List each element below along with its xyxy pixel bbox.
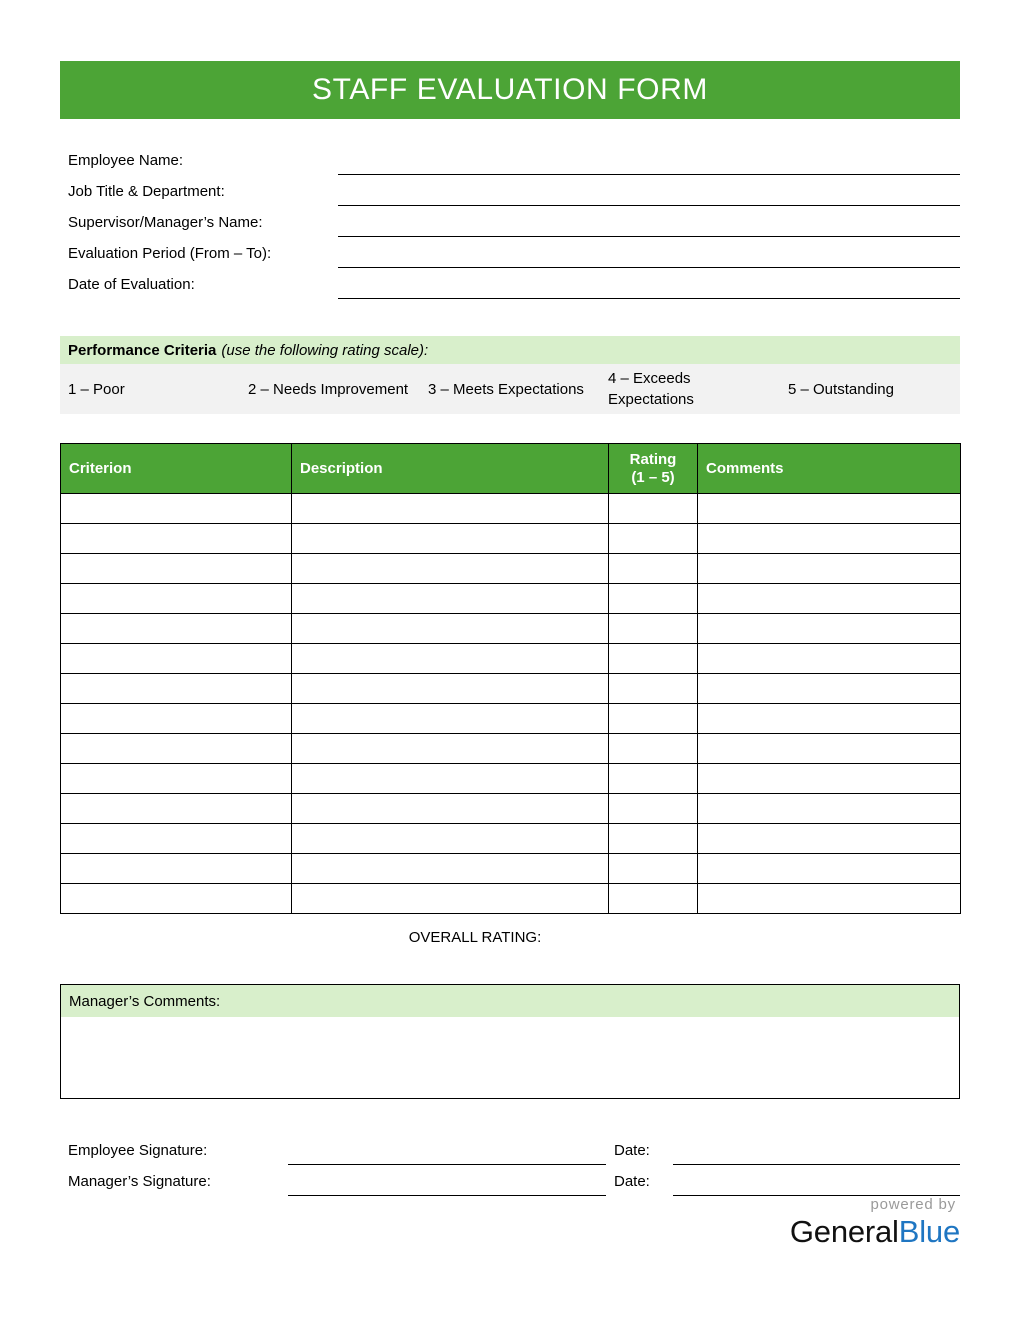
cell-description[interactable] (292, 614, 609, 644)
manager-signature-input[interactable] (288, 1171, 606, 1193)
cell-comments[interactable] (698, 524, 961, 554)
job-title-department-label: Job Title & Department: (68, 183, 225, 200)
cell-comments[interactable] (698, 614, 961, 644)
form-title-banner (60, 61, 960, 119)
signature-block (60, 1140, 960, 1202)
overall-rating-label: OVERALL RATING: (408, 929, 542, 946)
table-row (61, 584, 961, 614)
employee-signature-date-label: Date: (614, 1142, 650, 1159)
cell-comments[interactable] (698, 554, 961, 584)
column-header-description: Description (292, 444, 609, 494)
cell-comments[interactable] (698, 854, 961, 884)
column-header-criterion: Criterion (61, 444, 292, 494)
cell-description[interactable] (292, 824, 609, 854)
table-row (61, 674, 961, 704)
cell-rating[interactable] (609, 554, 698, 584)
rating-scale-item-4: 4 – Exceeds Expectations (608, 370, 694, 408)
manager-comments-box (60, 984, 960, 1099)
cell-description[interactable] (292, 854, 609, 884)
manager-comments-label: Manager’s Comments: (61, 985, 959, 1017)
cell-description[interactable] (292, 494, 609, 524)
cell-comments[interactable] (698, 794, 961, 824)
table-row (61, 614, 961, 644)
cell-rating[interactable] (609, 884, 698, 914)
cell-description[interactable] (292, 554, 609, 584)
rating-scale-item-5: 5 – Outstanding (788, 380, 894, 398)
cell-description[interactable] (292, 524, 609, 554)
performance-criteria-band (60, 336, 960, 364)
info-row-date-of-evaluation (60, 274, 960, 305)
cell-comments[interactable] (698, 734, 961, 764)
employee-name-input[interactable] (338, 150, 960, 172)
criteria-table-header-row (61, 444, 961, 494)
cell-criterion[interactable] (61, 524, 292, 554)
cell-description[interactable] (292, 734, 609, 764)
cell-criterion[interactable] (61, 674, 292, 704)
table-row (61, 854, 961, 884)
cell-criterion[interactable] (61, 824, 292, 854)
cell-comments[interactable] (698, 674, 961, 704)
manager-signature-label: Manager’s Signature: (68, 1173, 211, 1190)
job-title-department-input[interactable] (338, 181, 960, 203)
cell-rating[interactable] (609, 584, 698, 614)
table-row (61, 494, 961, 524)
evaluation-period-input[interactable] (338, 243, 960, 265)
signature-row-employee (60, 1140, 960, 1171)
cell-criterion[interactable] (61, 704, 292, 734)
column-header-rating-line1: Rating (629, 450, 677, 468)
info-row-employee-name (60, 150, 960, 181)
cell-description[interactable] (292, 584, 609, 614)
rating-scale-item-2: 2 – Needs Improvement (248, 380, 409, 398)
cell-description[interactable] (292, 674, 609, 704)
cell-criterion[interactable] (61, 554, 292, 584)
rating-scale-item-3: 3 – Meets Expectations (428, 380, 584, 398)
employee-signature-input[interactable] (288, 1140, 606, 1162)
cell-criterion[interactable] (61, 794, 292, 824)
brand-blue-text: Blue (898, 1214, 960, 1249)
cell-criterion[interactable] (61, 494, 292, 524)
info-row-supervisor-name (60, 212, 960, 243)
table-row (61, 704, 961, 734)
cell-description[interactable] (292, 884, 609, 914)
cell-comments[interactable] (698, 584, 961, 614)
manager-signature-date-label: Date: (614, 1173, 650, 1190)
rating-scale-item-1: 1 – Poor (68, 380, 125, 398)
table-row (61, 734, 961, 764)
table-row (61, 554, 961, 584)
table-row (61, 644, 961, 674)
performance-criteria-label: Performance Criteria (68, 341, 217, 359)
cell-criterion[interactable] (61, 764, 292, 794)
rating-scale-row (60, 364, 960, 414)
cell-rating[interactable] (609, 524, 698, 554)
manager-signature-date-input[interactable] (673, 1171, 960, 1193)
cell-rating[interactable] (609, 854, 698, 884)
criteria-table-head (61, 444, 961, 494)
supervisor-name-label: Supervisor/Manager’s Name: (68, 214, 263, 231)
cell-comments[interactable] (698, 884, 961, 914)
column-header-rating (609, 444, 698, 494)
generalblue-logo (790, 1196, 960, 1250)
cell-comments[interactable] (698, 494, 961, 524)
evaluation-period-label: Evaluation Period (From – To): (68, 245, 272, 262)
cell-comments[interactable] (698, 704, 961, 734)
employee-name-label: Employee Name: (68, 152, 184, 169)
cell-rating[interactable] (609, 794, 698, 824)
cell-criterion[interactable] (61, 614, 292, 644)
powered-by-label: powered by (870, 1196, 956, 1213)
cell-rating[interactable] (609, 674, 698, 704)
performance-criteria-note: (use the following rating scale): (221, 341, 429, 359)
cell-rating[interactable] (609, 644, 698, 674)
cell-criterion[interactable] (61, 644, 292, 674)
cell-comments[interactable] (698, 824, 961, 854)
cell-rating[interactable] (609, 764, 698, 794)
column-header-rating-line2: (1 – 5) (631, 468, 675, 486)
cell-description[interactable] (292, 764, 609, 794)
date-of-evaluation-input[interactable] (338, 274, 960, 296)
cell-rating[interactable] (609, 734, 698, 764)
info-row-job-title-department (60, 181, 960, 212)
employee-signature-date-input[interactable] (673, 1140, 960, 1162)
cell-criterion[interactable] (61, 584, 292, 614)
table-row (61, 824, 961, 854)
cell-description[interactable] (292, 644, 609, 674)
cell-rating[interactable] (609, 494, 698, 524)
cell-description[interactable] (292, 794, 609, 824)
brand-wordmark (790, 1214, 960, 1250)
date-of-evaluation-label: Date of Evaluation: (68, 276, 195, 293)
manager-comments-input[interactable] (61, 1017, 959, 1098)
cell-description[interactable] (292, 704, 609, 734)
cell-criterion[interactable] (61, 734, 292, 764)
cell-comments[interactable] (698, 644, 961, 674)
table-row (61, 524, 961, 554)
employee-signature-label: Employee Signature: (68, 1142, 208, 1159)
criteria-table (60, 443, 961, 914)
cell-comments[interactable] (698, 764, 961, 794)
cell-rating[interactable] (609, 824, 698, 854)
supervisor-name-input[interactable] (338, 212, 960, 234)
criteria-table-body (61, 494, 961, 914)
column-header-comments: Comments (698, 444, 961, 494)
table-row (61, 764, 961, 794)
brand-general-text: General (789, 1214, 899, 1249)
cell-rating[interactable] (609, 614, 698, 644)
cell-rating[interactable] (609, 704, 698, 734)
page-title: STAFF EVALUATION FORM (312, 73, 708, 106)
table-row (61, 794, 961, 824)
cell-criterion[interactable] (61, 884, 292, 914)
employee-info-block (60, 150, 960, 305)
cell-criterion[interactable] (61, 854, 292, 884)
table-row (61, 884, 961, 914)
info-row-evaluation-period (60, 243, 960, 274)
